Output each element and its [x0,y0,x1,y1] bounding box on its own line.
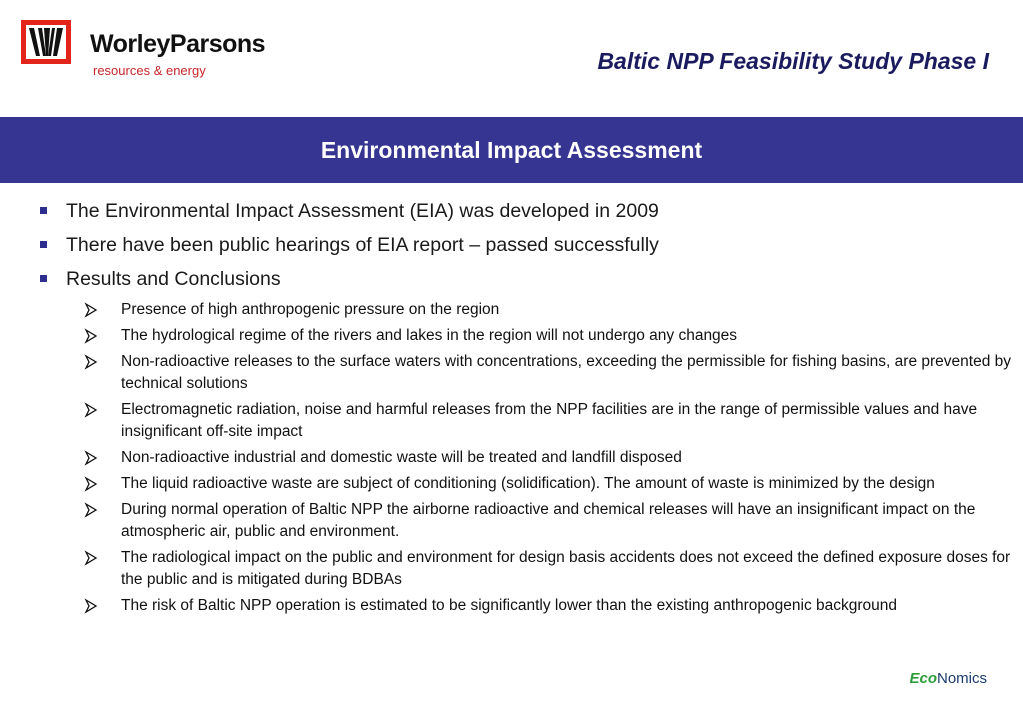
company-name: WorleyParsons [90,30,266,58]
sub-bullet-item [0,299,1023,321]
slide-title-banner [0,117,1023,183]
arrow-bullet-icon [84,547,98,569]
company-tagline: resources & energy [93,63,206,78]
arrow-bullet-icon [84,299,98,321]
sub-bullet-text: Non-radioactive industrial and domestic waste will be treated and landfill disposed [121,449,682,466]
economics-brand [909,670,987,687]
bullet-text: The Environmental Impact Assessment (EIA) was developed in 2009 [66,200,659,222]
bullet-text: Results and Conclusions [66,268,281,290]
square-bullet-icon [40,275,47,282]
arrow-bullet-icon [84,499,98,521]
sub-bullet-text: The risk of Baltic NPP operation is estimated to be significantly lower than the existing anthropogenic background [121,597,898,614]
slide-title: Environmental Impact Assessment [320,137,703,163]
arrow-bullet-icon [84,351,98,373]
brand-nomics-text: Nomics [936,670,987,687]
arrow-bullet-icon [84,447,98,469]
deck-title: Baltic NPP Feasibility Study Phase I [597,48,989,74]
sub-bullet-item [0,473,1023,495]
bullet-item [0,197,1023,231]
bullet-item [0,231,1023,265]
sub-bullet-text: Presence of high anthropogenic pressure on the region [121,301,500,318]
arrow-bullet-icon [84,595,98,617]
bullet-item [0,265,1023,299]
arrow-bullet-icon [84,399,98,421]
sub-bullet-item [0,399,1023,443]
worleyparsons-logo-mark [21,20,71,64]
sub-bullet-item [0,447,1023,469]
bullet-list [0,197,1023,621]
sub-bullet-item [0,547,1023,591]
sub-bullet-text: During normal operation of Baltic NPP the airborne radioactive and chemical releases will have an insignificant impact on the atmospheric air, public and environment. [121,501,976,540]
sub-bullet-item [0,595,1023,617]
sub-bullet-text: Electromagnetic radiation, noise and harmful releases from the NPP facilities are in the range of permissible values and have insignificant off-site impact [121,401,978,440]
bullet-text: There have been public hearings of EIA report – passed successfully [66,234,659,256]
sub-bullet-item [0,499,1023,543]
arrow-bullet-icon [84,325,98,347]
square-bullet-icon [40,241,47,248]
sub-bullet-text: Non-radioactive releases to the surface waters with concentrations, exceeding the permissible for fishing basins, are prevented by technical solutions [121,353,1011,392]
logo-emblem [26,25,66,59]
sub-bullet-text: The hydrological regime of the rivers and lakes in the region will not undergo any changes [121,327,738,344]
sub-bullet-text: The radiological impact on the public and environment for design basis accidents does not exceed the defined exposure doses for the public and is mitigated during BDBAs [121,549,1011,588]
logo-emblem-icon [26,25,66,59]
sub-bullet-text: The liquid radioactive waste are subject of conditioning (solidification). The amount of waste is minimized by the design [121,475,935,492]
arrow-bullet-icon [84,473,98,495]
square-bullet-icon [40,207,47,214]
sub-bullet-item [0,351,1023,395]
sub-bullet-item [0,325,1023,347]
brand-eco-text: Eco [909,670,937,687]
